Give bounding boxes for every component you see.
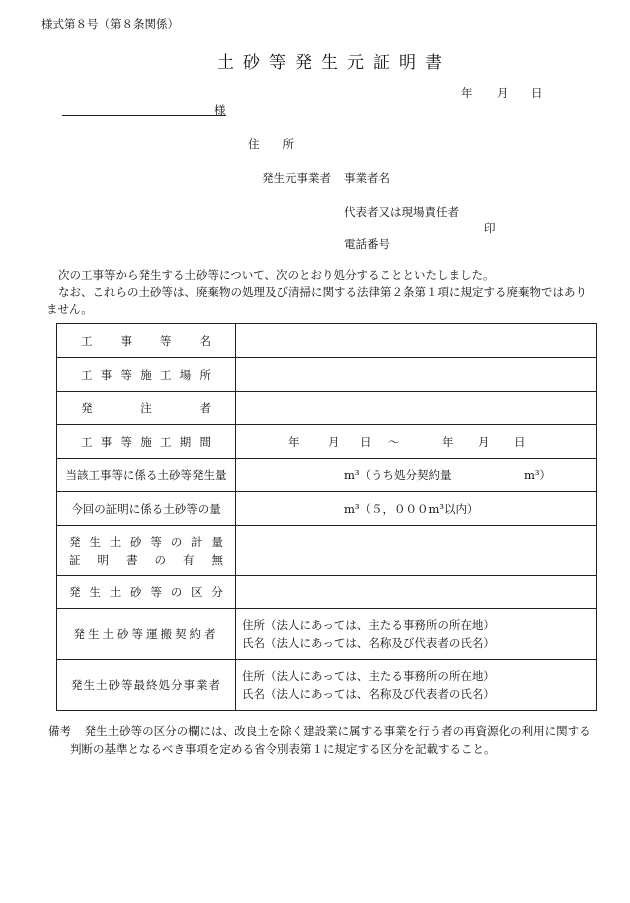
operator-role: 発生元事業者	[262, 171, 331, 185]
row-project-name	[57, 324, 597, 358]
disposal-operator-field[interactable]	[236, 660, 597, 711]
classification-field[interactable]	[236, 576, 597, 609]
date-day-label: 日	[531, 86, 543, 100]
project-name-field[interactable]	[236, 324, 597, 358]
row-volume	[57, 459, 597, 492]
representative-label: 代表者又は現場責任者	[344, 205, 459, 219]
transport-address-hint: 住所（法人にあっては、主たる事務所の所在地）	[242, 618, 495, 632]
remarks-line-1: 発生土砂等の区分の欄には、改良土を除く建設業に属する事業を行う者の再資源化の利用に関する	[84, 724, 591, 738]
row-certified-volume	[57, 492, 597, 526]
row-site-location	[57, 358, 597, 392]
project-name-label: 工 事 等 名	[57, 324, 236, 358]
phone-label: 電話番号	[344, 237, 390, 251]
remarks	[48, 722, 608, 758]
disposal-address-hint: 住所（法人にあっては、主たる事務所の所在地）	[242, 669, 495, 683]
remarks-label: 備考	[48, 724, 71, 738]
addressee-suffix: 様	[214, 103, 226, 117]
address-label: 住 所	[248, 137, 294, 151]
statement-line-3: ません。	[46, 302, 93, 316]
row-measurement-cert	[57, 526, 597, 576]
statement-line-2: なお、これらの土砂等は、廃棄物の処理及び清掃に関する法律第２条第１項に規定する廃棄物ではあり	[58, 285, 587, 299]
site-location-label: 工 事 等 施 工 場 所	[57, 358, 236, 392]
measurement-cert-field[interactable]	[236, 526, 597, 576]
statement-line-1: 次の工事等から発生する土砂等について、次のとおり処分することといたしました。	[58, 268, 495, 282]
row-disposal-operator	[57, 660, 597, 711]
volume-field[interactable]: m³（うち処分契約量 m³）	[236, 459, 597, 492]
disposal-name-hint: 氏名（法人にあっては、名称及び代表者の氏名）	[242, 687, 495, 701]
site-location-field[interactable]	[236, 358, 597, 392]
row-period	[57, 425, 597, 459]
date-year-label: 年	[461, 86, 473, 100]
row-transport-contractor	[57, 609, 597, 660]
row-classification	[57, 576, 597, 609]
date-month-label: 月	[497, 86, 509, 100]
transport-contractor-field[interactable]	[236, 609, 597, 660]
measurement-cert-label: 発 生 土 砂 等 の 計 量 証 明 書 の 有 無	[57, 526, 236, 576]
page-title: 土砂等発生元証明書	[217, 53, 451, 73]
row-orderer	[57, 392, 597, 425]
seal-label: 印	[484, 221, 496, 235]
remarks-line-2: 判断の基準となるべき事項を定める省令別表第１に規定する区分を記載すること。	[70, 742, 496, 756]
classification-label: 発 生 土 砂 等 の 区 分	[57, 576, 236, 609]
period-label: 工 事 等 施 工 期 間	[57, 425, 236, 459]
certified-volume-field[interactable]: m³（５，０００m³以内）	[236, 492, 597, 526]
certificate-table	[56, 323, 597, 711]
orderer-label: 発 注 者	[57, 392, 236, 425]
disposal-operator-label: 発生土砂等最終処分事業者	[57, 660, 236, 711]
transport-name-hint: 氏名（法人にあっては、名称及び代表者の氏名）	[242, 636, 495, 650]
transport-contractor-label: 発生土砂等運搬契約者	[57, 609, 236, 660]
period-field[interactable]: 年 月 日 ～ 年 月 日	[236, 425, 597, 459]
volume-label: 当該工事等に係る土砂等発生量	[57, 459, 236, 492]
operator-name-label: 事業者名	[344, 171, 390, 185]
addressee-line[interactable]	[62, 115, 226, 116]
form-number: 様式第８号（第８条関係）	[41, 17, 179, 31]
certified-volume-label: 今回の証明に係る土砂等の量	[57, 492, 236, 526]
orderer-field[interactable]	[236, 392, 597, 425]
